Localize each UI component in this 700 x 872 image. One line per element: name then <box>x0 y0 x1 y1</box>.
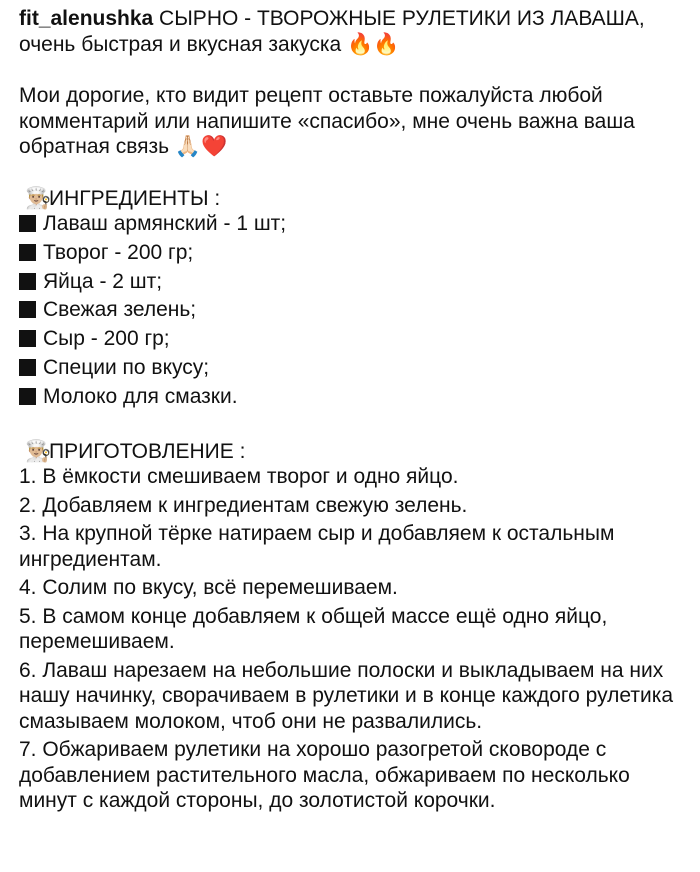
steps-heading: ПРИГОТОВЛЕНИЕ : <box>49 439 246 463</box>
post-title: СЫРНО - ТВОРОЖНЫЕ РУЛЕТИКИ ИЗ ЛАВАША, очень быстрая и вкусная закуска <box>19 7 645 56</box>
steps-heading-row <box>19 439 690 465</box>
ingredients-heading-row <box>19 186 690 212</box>
ingredient-item <box>19 355 690 381</box>
ingredient-item <box>19 384 690 410</box>
username-link[interactable]: fit_alenushka <box>19 7 154 30</box>
steps-list <box>19 464 690 814</box>
step-item: 5. В самом конце добавляем к общей массе ещё одно яйцо, перемешиваем. <box>19 604 608 654</box>
ingredient-text: Яйца - 2 шт; <box>43 269 163 293</box>
black-square-icon <box>19 359 36 376</box>
step-item: 2. Добавляем к ингредиентам свежую зелень. <box>19 493 468 517</box>
step-item: 3. На крупной тёрке натираем сыр и добавляем к остальным ингредиентам. <box>19 522 615 571</box>
black-square-icon <box>19 215 36 232</box>
caption-title-block <box>19 6 690 57</box>
ingredient-item <box>19 240 690 266</box>
ingredient-text: Специи по вкусу; <box>43 355 210 379</box>
ingredient-text: Молоко для смазки. <box>43 384 238 408</box>
black-square-icon <box>19 301 36 318</box>
ingredient-item <box>19 211 690 237</box>
chef-emoji-icon: 👨🏼‍🍳 <box>25 439 52 463</box>
chef-emoji-icon: 👨🏼‍🍳 <box>25 186 52 210</box>
ingredient-text: Лаваш армянский - 1 шт; <box>43 212 287 235</box>
black-square-icon <box>19 244 36 261</box>
step-item: 1. В ёмкости смешиваем творог и одно яйцо. <box>19 465 459 489</box>
ingredient-item <box>19 269 690 295</box>
ingredient-text: Сыр - 200 гр; <box>43 327 170 351</box>
step-item: 4. Солим по вкусу, всё перемешиваем. <box>19 576 398 600</box>
black-square-icon <box>19 330 36 347</box>
intro-text-block <box>19 83 690 160</box>
ingredient-text: Свежая зелень; <box>43 298 197 322</box>
step-item: 7. Обжариваем рулетики на хорошо разогретой сковороде с добавлением растительного масла, обжариваем по несколько минут с каждой стороны, до золотистой корочки. <box>19 738 630 813</box>
intro-text: Мои дорогие, кто видит рецепт оставьте пожалуйста любой комментарий или напишите «спасибо», мне очень важна ваша обратная связь <box>19 84 635 158</box>
black-square-icon <box>19 388 36 405</box>
ingredient-text: Творог - 200 гр; <box>43 240 194 264</box>
ingredient-item <box>19 297 690 323</box>
pray-heart-emoji-icon: 🙏🏻❤️ <box>174 135 228 158</box>
ingredients-list <box>19 211 690 409</box>
ingredient-item <box>19 326 690 352</box>
step-item: 6. Лаваш нарезаем на небольшие полоски и выкладываем на них нашу начинку, сворачиваем в рулетики и в конце каждого рулетика смазываем молоком, чтоб они не развалились. <box>19 658 674 733</box>
ingredients-heading: ИНГРЕДИЕНТЫ : <box>49 186 221 210</box>
fire-emoji-icon: 🔥🔥 <box>347 32 400 56</box>
black-square-icon <box>19 273 36 290</box>
